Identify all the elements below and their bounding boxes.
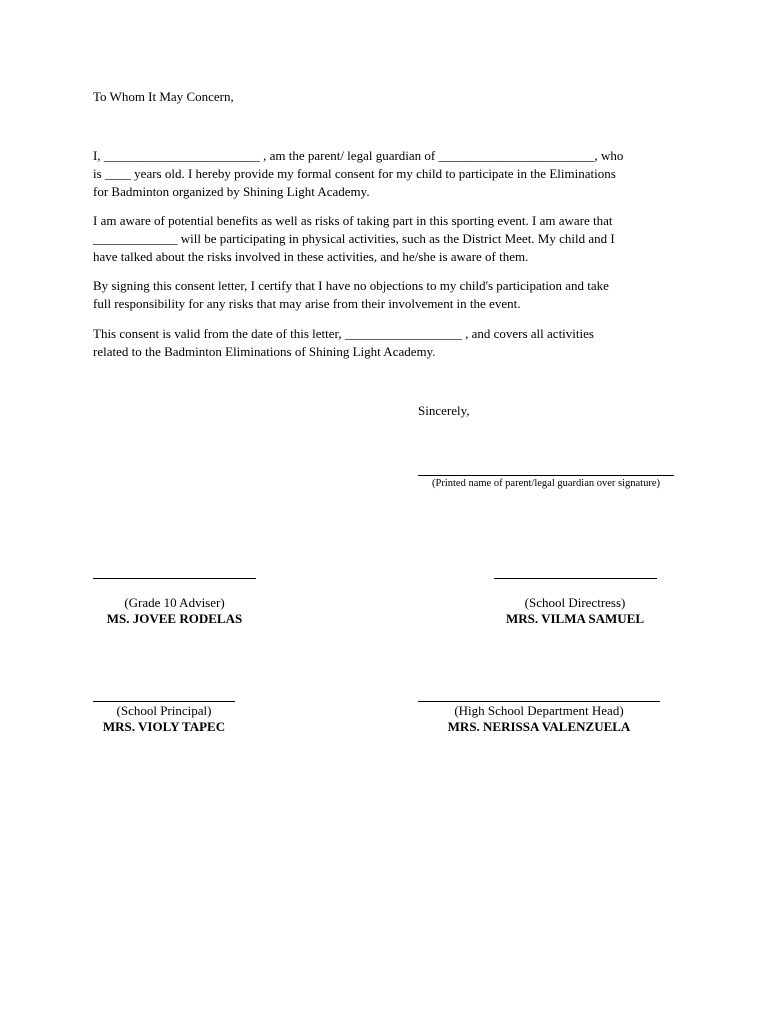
adviser-role: (Grade 10 Adviser) — [124, 595, 225, 610]
principal-signature-block — [80, 703, 248, 735]
department-head-role: (High School Department Head) — [454, 703, 624, 718]
directress-name: MRS. VILMA SAMUEL — [505, 611, 645, 626]
paragraph-risk-awareness — [93, 212, 683, 266]
principal-name: MRS. VIOLY TAPEC — [102, 719, 226, 734]
paragraph-responsibility — [93, 277, 683, 313]
directress-role: (School Directress) — [524, 595, 626, 610]
salutation: To Whom It May Concern, — [93, 89, 234, 104]
paragraph-line: I, ________________________ , am the parent/ legal guardian of ________________________, who — [93, 148, 624, 163]
paragraph-parent-consent — [93, 147, 683, 201]
paragraph-line: full responsibility for any risks that may arise from their involvement in the event. — [93, 296, 521, 311]
guardian-signature-caption: (Printed name of parent/legal guardian over signature) — [432, 478, 660, 489]
paragraph-line: related to the Badminton Eliminations of Shining Light Academy. — [93, 344, 436, 359]
guardian-signature-line — [418, 475, 674, 476]
department-head-name: MRS. NERISSA VALENZUELA — [447, 719, 631, 734]
department-head-signature-block — [418, 703, 660, 735]
paragraph-line: This consent is valid from the date of this letter, __________________ , and covers all activities — [93, 326, 594, 341]
paragraph-line: I am aware of potential benefits as well as risks of taking part in this sporting event. I am aware that — [93, 213, 613, 228]
paragraph-line: is ____ years old. I hereby provide my formal consent for my child to participate in the Eliminations — [93, 166, 616, 181]
department-head-signature-line — [418, 701, 660, 702]
directress-signature-block — [475, 595, 675, 627]
principal-signature-line — [93, 701, 235, 702]
paragraph-line: have talked about the risks involved in these activities, and he/she is aware of them. — [93, 249, 529, 264]
adviser-signature-block — [93, 595, 256, 627]
paragraph-validity — [93, 325, 683, 361]
paragraph-line: for Badminton organized by Shining Light Academy. — [93, 184, 370, 199]
closing: Sincerely, — [418, 403, 470, 418]
adviser-signature-line — [93, 578, 256, 579]
adviser-name: MS. JOVEE RODELAS — [106, 611, 243, 626]
principal-role: (School Principal) — [116, 703, 212, 718]
paragraph-line: _____________ will be participating in physical activities, such as the District Meet. My child and I — [93, 231, 615, 246]
paragraph-line: By signing this consent letter, I certify that I have no objections to my child's participation and take — [93, 278, 609, 293]
directress-signature-line — [494, 578, 657, 579]
